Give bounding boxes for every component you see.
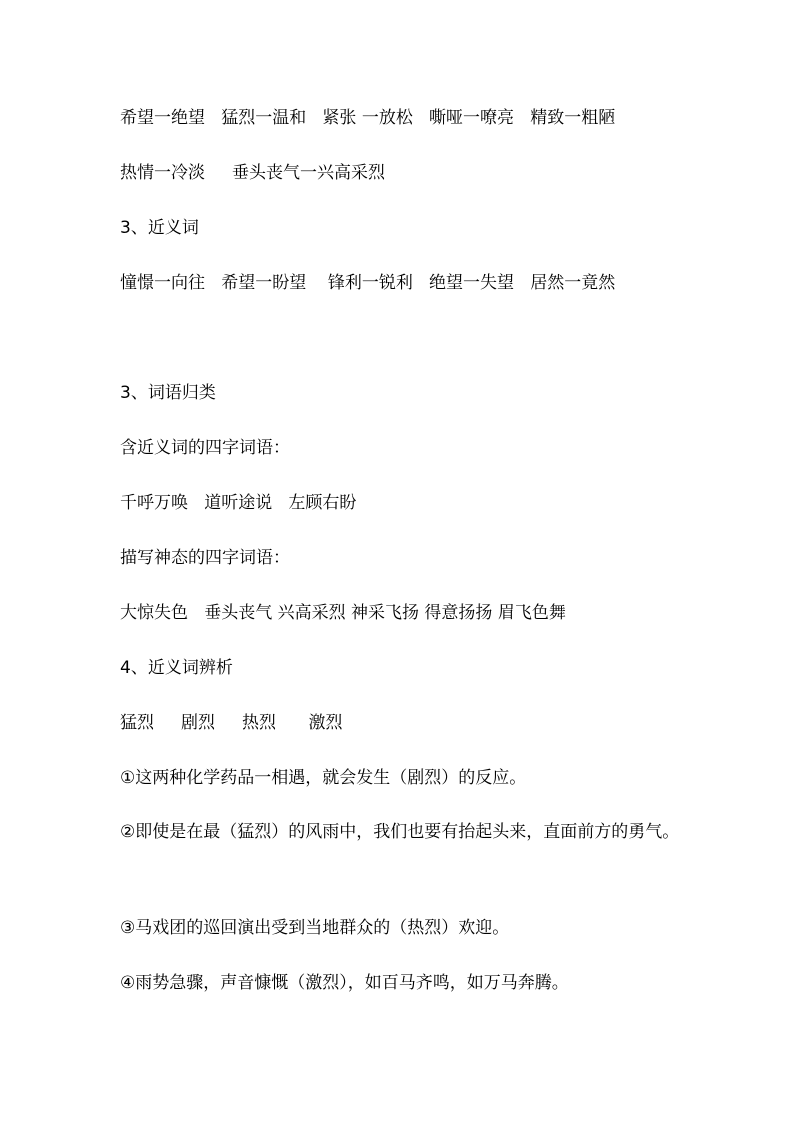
expression-idioms-list: 大惊失色 垂头丧气 兴高采烈 神采飞扬 得意扬扬 眉飞色舞: [120, 603, 566, 623]
section-heading-synonym-analysis: 4、近义词辨析: [120, 658, 233, 678]
example-sentence-2: ②即使是在最（猛烈）的风雨中，我们也要有抬起头来，直面前方的勇气。: [120, 822, 680, 842]
section-heading-word-classification: 3、词语归类: [120, 383, 216, 403]
antonym-pairs-line-1: 希望一绝望 猛烈一温和 紧张 一放松 嘶哑一嘹亮 精致一粗陋: [120, 108, 616, 128]
word-options-line: 猛烈 剧烈 热烈 激烈: [120, 713, 343, 733]
example-sentence-1: ①这两种化学药品一相遇，就会发生（剧烈）的反应。: [120, 768, 527, 788]
category-label-synonym-idioms: 含近义词的四字词语：: [120, 438, 290, 458]
section-heading-synonyms: 3、近义词: [120, 218, 199, 238]
category-label-expression-idioms: 描写神态的四字词语：: [120, 548, 290, 568]
example-sentence-3: ③马戏团的巡回演出受到当地群众的（热烈）欢迎。: [120, 918, 510, 938]
synonym-pairs-line: 憧憬一向往 希望一盼望 锋利一锐利 绝望一失望 居然一竟然: [120, 273, 616, 293]
antonym-pairs-line-2: 热情一冷淡 垂头丧气一兴高采烈: [120, 163, 386, 183]
example-sentence-4: ④雨势急骤，声音慷慨（激烈），如百马齐鸣，如万马奔腾。: [120, 973, 569, 993]
synonym-idioms-list: 千呼万唤 道听途说 左顾右盼: [120, 493, 357, 513]
